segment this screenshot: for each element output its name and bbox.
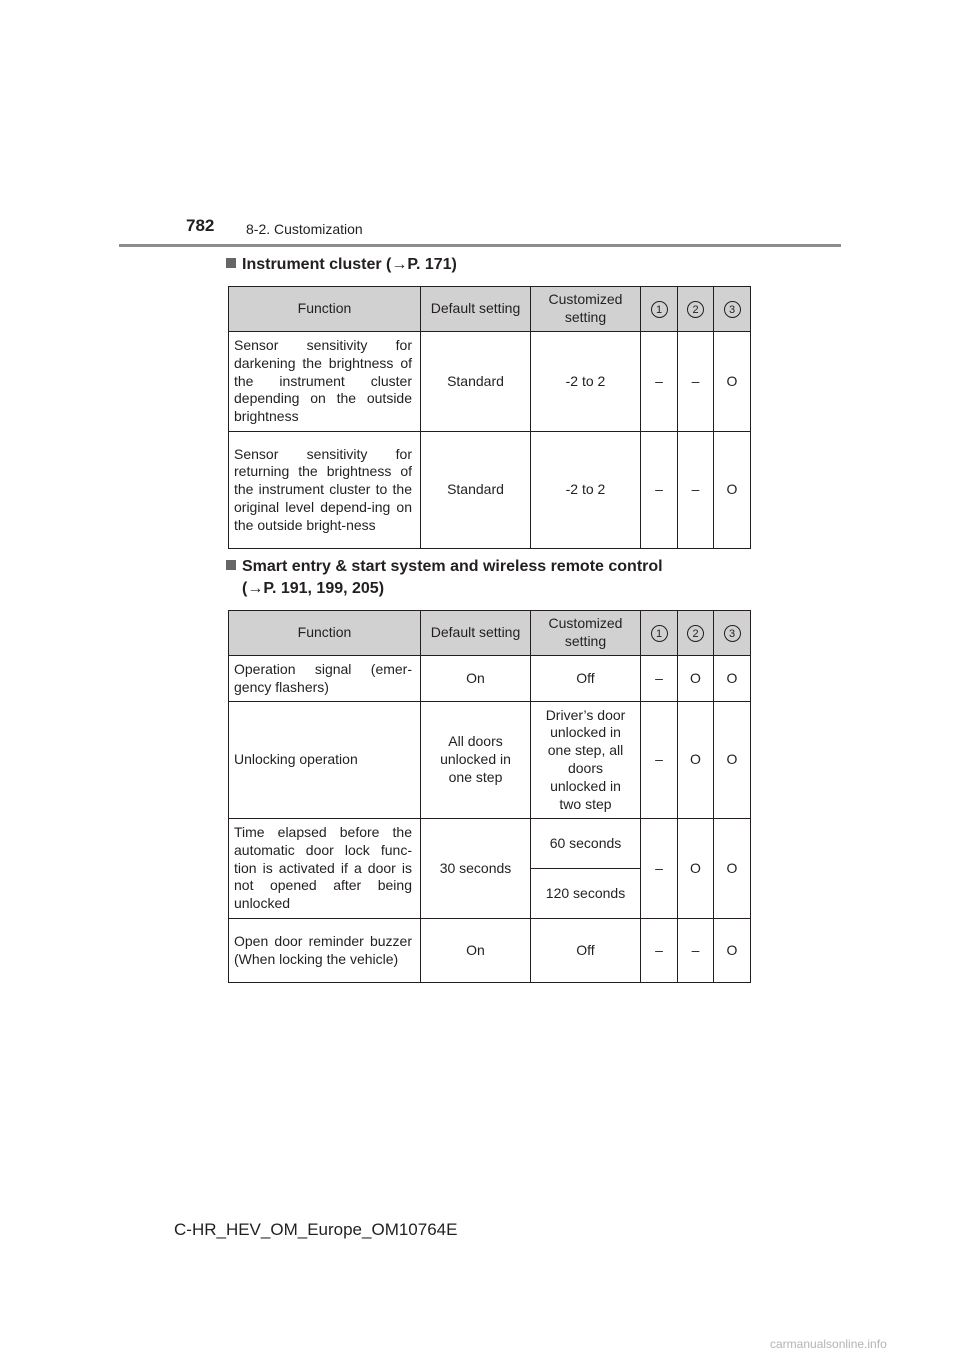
col2-cell: – — [678, 919, 714, 983]
col-1 — [641, 287, 678, 332]
col-customized-setting: Customized setting — [531, 287, 641, 332]
col-default-setting: Default setting — [421, 611, 531, 656]
col1-cell: – — [641, 332, 678, 432]
col3-cell: O — [714, 332, 751, 432]
col2-cell: – — [678, 332, 714, 432]
circled-number-2-icon: 2 — [687, 301, 704, 318]
section-title: 8-2. Customization — [246, 221, 363, 237]
col-default-setting: Default setting — [421, 287, 531, 332]
circled-number-3-icon: 3 — [724, 625, 741, 642]
table-header-row — [229, 287, 751, 332]
heading-text-line2: (→P. 191, 199, 205) — [242, 580, 385, 597]
table-row — [229, 332, 751, 432]
default-cell: On — [421, 919, 531, 983]
table-row — [229, 819, 751, 869]
custom-cell: -2 to 2 — [531, 332, 641, 432]
function-cell: Time elapsed before the automatic door lock func-tion is activated if a door is not opened after being unlocked — [229, 819, 421, 919]
col-function: Function — [229, 611, 421, 656]
square-bullet-icon — [226, 560, 236, 570]
col3-cell: O — [714, 656, 751, 702]
custom-cell: Off — [531, 656, 641, 702]
col3-cell: O — [714, 702, 751, 819]
custom-cell-a: 60 seconds — [531, 819, 641, 869]
custom-cell: -2 to 2 — [531, 432, 641, 549]
col-1 — [641, 611, 678, 656]
function-cell: Sensor sensitivity for returning the brightness of the instrument cluster to the original level depend-ing on the outside bright-ness — [229, 432, 421, 549]
heading-text: Instrument cluster (→P. 171) — [242, 256, 457, 273]
function-cell: Sensor sensitivity for darkening the brightness of the instrument cluster depending on the outside brightness — [229, 332, 421, 432]
col1-cell: – — [641, 819, 678, 919]
table-row — [229, 656, 751, 702]
col-customized-setting: Customized setting — [531, 611, 641, 656]
col-2 — [678, 287, 714, 332]
table-row — [229, 432, 751, 549]
function-cell: Unlocking operation — [229, 702, 421, 819]
col2-cell: O — [678, 656, 714, 702]
watermark[interactable]: carmanualsonline.info — [770, 1337, 887, 1351]
col-3 — [714, 287, 751, 332]
col3-cell: O — [714, 819, 751, 919]
custom-cell: Off — [531, 919, 641, 983]
smart-entry-table — [228, 610, 751, 983]
heading-smart-entry — [226, 556, 663, 600]
col-function: Function — [229, 287, 421, 332]
page-number: 782 — [186, 216, 215, 235]
col2-cell: – — [678, 432, 714, 549]
col2-cell: O — [678, 819, 714, 919]
col3-cell: O — [714, 919, 751, 983]
custom-cell: Driver’s door unlocked in one step, all doors unlocked in two step — [531, 702, 641, 819]
circled-number-2-icon: 2 — [687, 625, 704, 642]
col-2 — [678, 611, 714, 656]
header-rule — [119, 244, 841, 247]
square-bullet-icon — [226, 258, 236, 268]
col1-cell: – — [641, 919, 678, 983]
circled-number-1-icon: 1 — [651, 625, 668, 642]
col3-cell: O — [714, 432, 751, 549]
col-3 — [714, 611, 751, 656]
circled-number-1-icon: 1 — [651, 301, 668, 318]
function-cell: Open door reminder buzzer (When locking the vehicle) — [229, 919, 421, 983]
table-row — [229, 919, 751, 983]
function-cell: Operation signal (emer-gency flashers) — [229, 656, 421, 702]
circled-number-3-icon: 3 — [724, 301, 741, 318]
default-cell: Standard — [421, 432, 531, 549]
col1-cell: – — [641, 432, 678, 549]
table-header-row — [229, 611, 751, 656]
instrument-cluster-table — [228, 286, 751, 549]
custom-cell-b: 120 seconds — [531, 869, 641, 919]
heading-instrument-cluster — [226, 254, 457, 276]
col1-cell: – — [641, 702, 678, 819]
default-cell: 30 seconds — [421, 819, 531, 919]
heading-text: Smart entry & start system and wireless remote control — [242, 558, 663, 575]
col1-cell: – — [641, 656, 678, 702]
default-cell: All doors unlocked in one step — [421, 702, 531, 819]
default-cell: On — [421, 656, 531, 702]
table-row — [229, 702, 751, 819]
footer-doc-code: C-HR_HEV_OM_Europe_OM10764E — [174, 1220, 458, 1239]
col2-cell: O — [678, 702, 714, 819]
default-cell: Standard — [421, 332, 531, 432]
